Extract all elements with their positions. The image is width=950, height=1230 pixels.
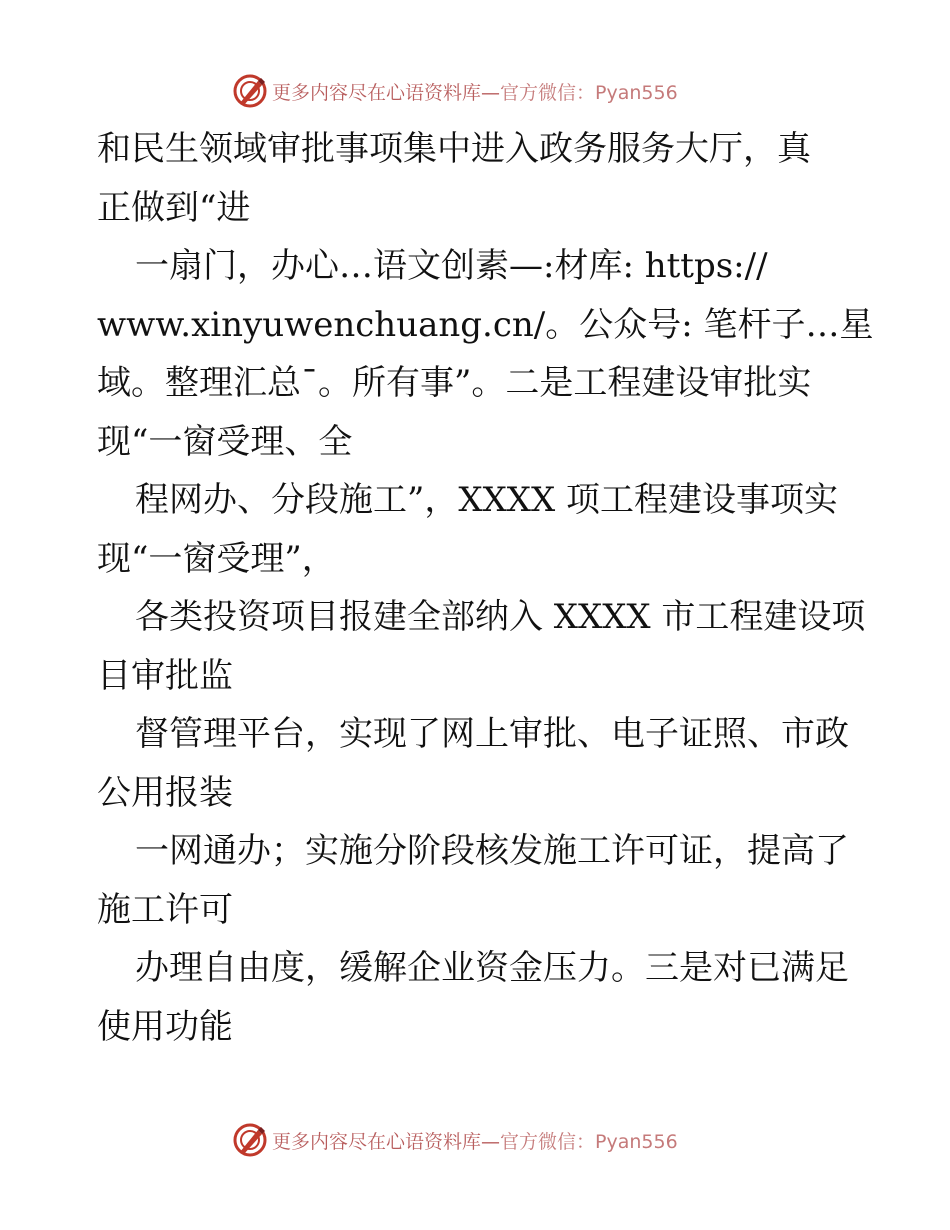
pen-logo-icon	[232, 1122, 268, 1158]
footer-banner	[232, 1120, 712, 1160]
text-line: 程网办、分段施工”，XXXX 项工程建设事项实	[135, 480, 839, 520]
pen-logo-icon	[232, 73, 268, 109]
footer-site-text: 更多内容尽在心语资料库	[272, 1130, 482, 1153]
body-text	[97, 120, 874, 1056]
text-line: 办理自由度，缓解企业资金压力。三是对已满足	[135, 948, 849, 988]
text-line: 公用报装	[97, 772, 233, 813]
text-line: 和民生领域审批事项集中进入政务服务大厅，真	[97, 129, 811, 169]
text-line: 目审批监	[97, 655, 233, 696]
footer-banner-text	[272, 1127, 678, 1154]
footer-separator: —	[481, 1130, 501, 1153]
header-separator: —	[481, 81, 501, 104]
text-line: 域。整理汇总¯。所有事”。二是工程建设审批实	[97, 363, 812, 403]
text-line: 一扇门，办心…语文创素—:材库: https://	[135, 246, 768, 286]
text-line: 使用功能	[97, 1006, 233, 1047]
text-line: 督管理平台，实现了网上审批、电子证照、市政	[135, 714, 849, 754]
text-line: 正做到“进	[97, 187, 251, 228]
text-line: www.xinyuwenchuang.cn/。公众号: 笔杆子…星	[97, 304, 874, 345]
text-line: 各类投资项目报建全部纳入 XXXX 市工程建设项	[135, 597, 866, 637]
text-line: 施工许可	[97, 889, 233, 930]
header-site-text: 更多内容尽在心语资料库	[272, 81, 482, 104]
footer-wechat-text: 官方微信：Pyan556	[500, 1130, 678, 1153]
header-wechat-text: 官方微信：Pyan556	[500, 81, 678, 104]
text-line: 一网通办；实施分阶段核发施工许可证，提高了	[135, 831, 849, 871]
text-line: 现“一窗受理”，	[97, 538, 336, 579]
header-banner-text	[272, 78, 678, 105]
text-line: 现“一窗受理、全	[97, 421, 353, 462]
header-banner	[232, 71, 712, 111]
